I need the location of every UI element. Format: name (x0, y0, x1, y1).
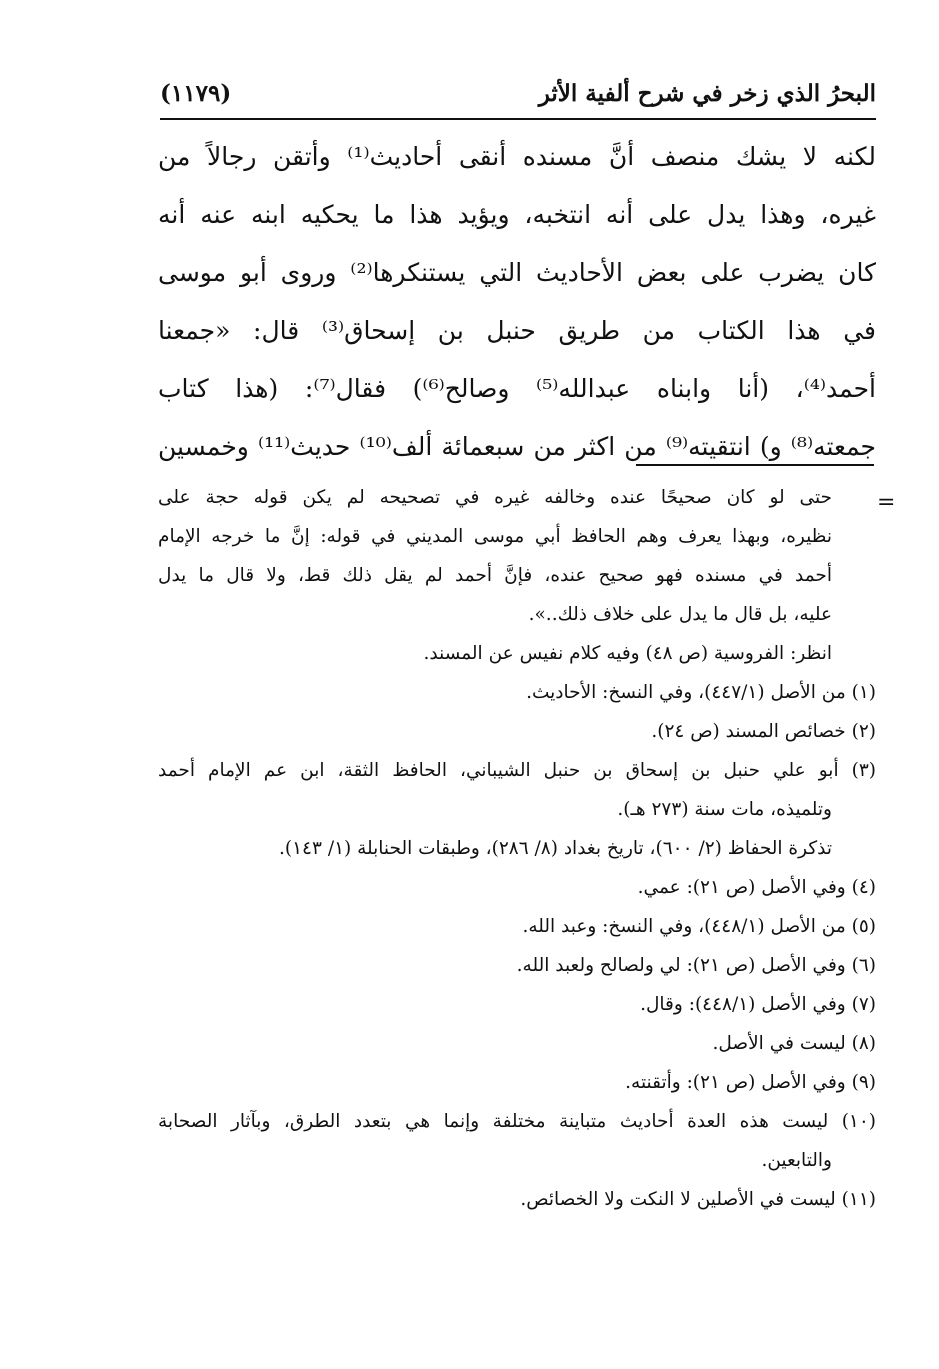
main-text-line: في هذا الكتاب من طريق حنبل بن إسحاق⁽³⁾ قال: «جمعنا (158, 316, 876, 345)
footnote-continuation-line: حتى لو كان صحيحًا عنده وخالفه غيره في تصحيحه لم يكن قوله حجة على (158, 487, 832, 508)
footnote-8: (٨) ليست في الأصل. (712, 1033, 876, 1054)
main-text-line: جمعته⁽⁸⁾ و) انتقيته⁽⁹⁾ من اكثر من سبعمائة ألف⁽¹⁰⁾ حديث⁽¹¹⁾ وخمسين (158, 432, 876, 461)
main-text-line: غيره، وهذا يدل على أنه انتخبه، ويؤيد هذا ما يحكيه ابنه عنه أنه (158, 200, 876, 229)
footnote-source-reference: انظر: الفروسية (ص ٤٨) وفيه كلام نفيس عن المسند. (423, 643, 832, 664)
footnote-7: (٧) وفي الأصل (٤٤٨/١): وقال. (640, 994, 876, 1015)
footnote-6: (٦) وفي الأصل (ص ٢١): لي ولصالح ولعبد الله. (516, 955, 876, 976)
running-title: البحرُ الذي زخر في شرح ألفية الأثر (538, 80, 876, 107)
footnote-3-continuation: وتلميذه، مات سنة (٢٧٣ هـ). (617, 799, 832, 820)
footnote-3: (٣) أبو علي حنبل بن إسحاق بن حنبل الشيباني، الحافظ الثقة، ابن عم الإمام أحمد (158, 760, 876, 781)
footnote-4: (٤) وفي الأصل (ص ٢١): عمي. (637, 877, 876, 898)
footnotes-section (158, 478, 876, 1219)
footnote-3-reference: تذكرة الحفاظ (٢/ ٦٠٠)، تاريخ بغداد (٨/ ٢٨٦)، وطبقات الحنابلة (١/ ١٤٣). (279, 838, 832, 859)
footnote-continuation-line: أحمد في مسنده فهو صحيح عنده، فإنَّ أحمد لم يقل ذلك قط، ولا قال ما يدل (158, 565, 832, 586)
footnote-continuation-line: عليه، بل قال ما يدل على خلاف ذلك..». (528, 604, 832, 625)
main-text-line: أحمد⁽⁴⁾، (أنا وابناه عبدالله⁽⁵⁾ وصالح⁽⁶⁾) فقال⁽⁷⁾: (هذا كتاب (158, 374, 876, 403)
page-header (160, 74, 876, 120)
footnote-11: (١١) ليست في الأصلين لا النكت ولا الخصائص. (520, 1189, 876, 1210)
footnote-9: (٩) وفي الأصل (ص ٢١): وأتقنته. (625, 1072, 876, 1093)
footnote-2: (٢) خصائص المسند (ص ٢٤). (651, 721, 876, 742)
main-text-line: كان يضرب على بعض الأحاديث التي يستنكرها⁽²⁾ وروى أبو موسى (158, 258, 876, 287)
page-number: (١١٧٩) (160, 80, 232, 107)
footnote-separator (636, 464, 874, 466)
footnote-1: (١) من الأصل (٤٤٧/١)، وفي النسخ: الأحاديث. (526, 682, 876, 703)
main-text-line: لكنه لا يشك منصف أنَّ مسنده أنقى أحاديث⁽¹⁾ وأتقن رجالاً من (158, 142, 876, 171)
footnote-10: (١٠) ليست هذه العدة أحاديث متباينة مختلفة وإنما هي بتعدد الطرق، وبآثار الصحابة (158, 1111, 876, 1132)
footnote-5: (٥) من الأصل (٤٤٨/١)، وفي النسخ: وعبد الله. (522, 916, 876, 937)
main-text-body (158, 128, 876, 476)
footnote-continuation-line: نظيره، وبهذا يعرف وهم الحافظ أبي موسى المديني في قوله: إنَّ ما خرجه الإمام (158, 526, 832, 547)
footnote-continuation-mark: = (877, 490, 896, 515)
footnote-10-continuation: والتابعين. (761, 1150, 832, 1171)
